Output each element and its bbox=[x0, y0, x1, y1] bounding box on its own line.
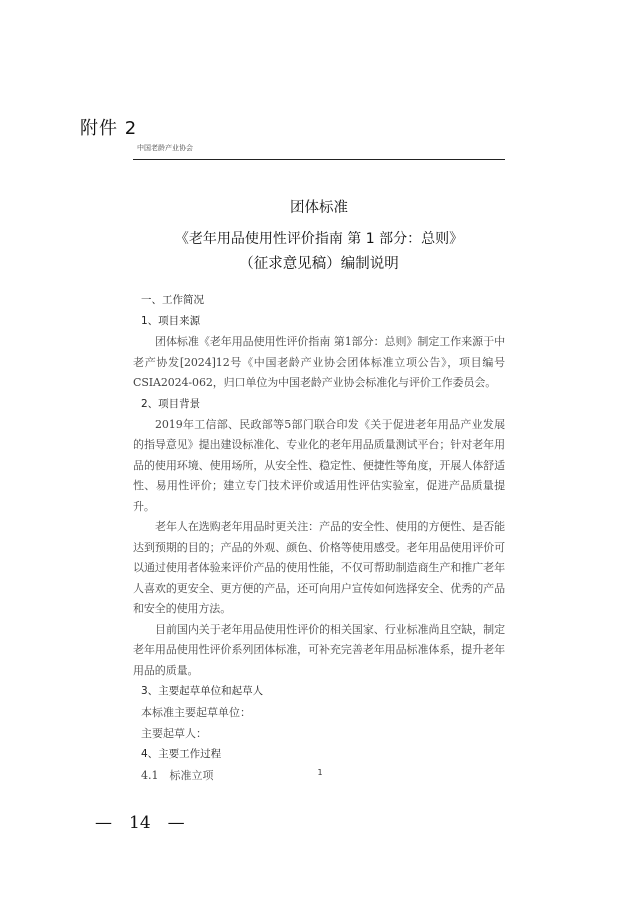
background-paragraph-2: 老年人在选购老年用品时更关注：产品的安全性、使用的方便性、是否能达到预期的目的；产品的外观、颜色、价格等使用感受。老年用品使用评价可以通过使用者体验来评价产品的使用性能，不仅可帮助制造商生产和推广老年人喜欢的更安全、更方便的产品，还可向用户宣传如何选择安全、优秀的产品和安全的使用方法。 bbox=[133, 520, 505, 615]
section-1-2-heading: 2、项目背景 bbox=[141, 397, 201, 410]
section-1-3-heading: 3、主要起草单位和起草人 bbox=[141, 685, 264, 697]
header-rule bbox=[133, 159, 505, 160]
title-draft-explanation: （征求意见稿）编制说明 bbox=[239, 256, 399, 272]
drafters-line: 主要起草人： bbox=[141, 727, 207, 740]
attachment-label: 附件 2 bbox=[80, 118, 138, 139]
section-1-heading: 一、工作简况 bbox=[141, 294, 204, 306]
drafting-units-line: 本标准主要起草单位： bbox=[141, 706, 251, 719]
subsection-4-1-line: 4.1 标准立项 bbox=[141, 769, 214, 782]
section-1-4-heading: 4、主要工作过程 bbox=[141, 748, 222, 760]
section-1-1-heading: 1、项目来源 bbox=[141, 315, 201, 327]
document-body bbox=[133, 290, 505, 786]
title-standard-name: 《老年用品使用性评价指南 第 1 部分：总则》 bbox=[174, 231, 464, 247]
inner-page-number: 1 bbox=[317, 768, 323, 777]
project-source-paragraph: 团体标准《老年用品使用性评价指南 第1部分：总则》制定工作来源于中老产协发[2024]12号《中国老龄产业协会团体标准立项公告》，项目编号CSIA2024-062，归口单位为中国老龄产业协会标准化与评价工作委员会。 bbox=[133, 335, 505, 389]
outer-page-number: — 14 — bbox=[95, 813, 185, 833]
organization-header: 中国老龄产业协会 bbox=[137, 144, 193, 152]
title-standard-type: 团体标准 bbox=[290, 200, 348, 216]
background-paragraph-1: 2019年工信部、民政部等5部门联合印发《关于促进老年用品产业发展的指导意见》提出建设标准化、专业化的老年用品质量测试平台；针对老年用品的使用环境、使用场所，从安全性、稳定性、便捷性等角度，开展人体舒适性、易用性评价；建立专门技术评价或适用性评估实验室，促进产品质量提升。 bbox=[133, 417, 505, 513]
background-paragraph-3: 目前国内关于老年用品使用性评价的相关国家、行业标准尚且空缺，制定老年用品使用性评价系列团体标准，可补充完善老年用品标准体系，提升老年用品的质量。 bbox=[133, 622, 505, 677]
